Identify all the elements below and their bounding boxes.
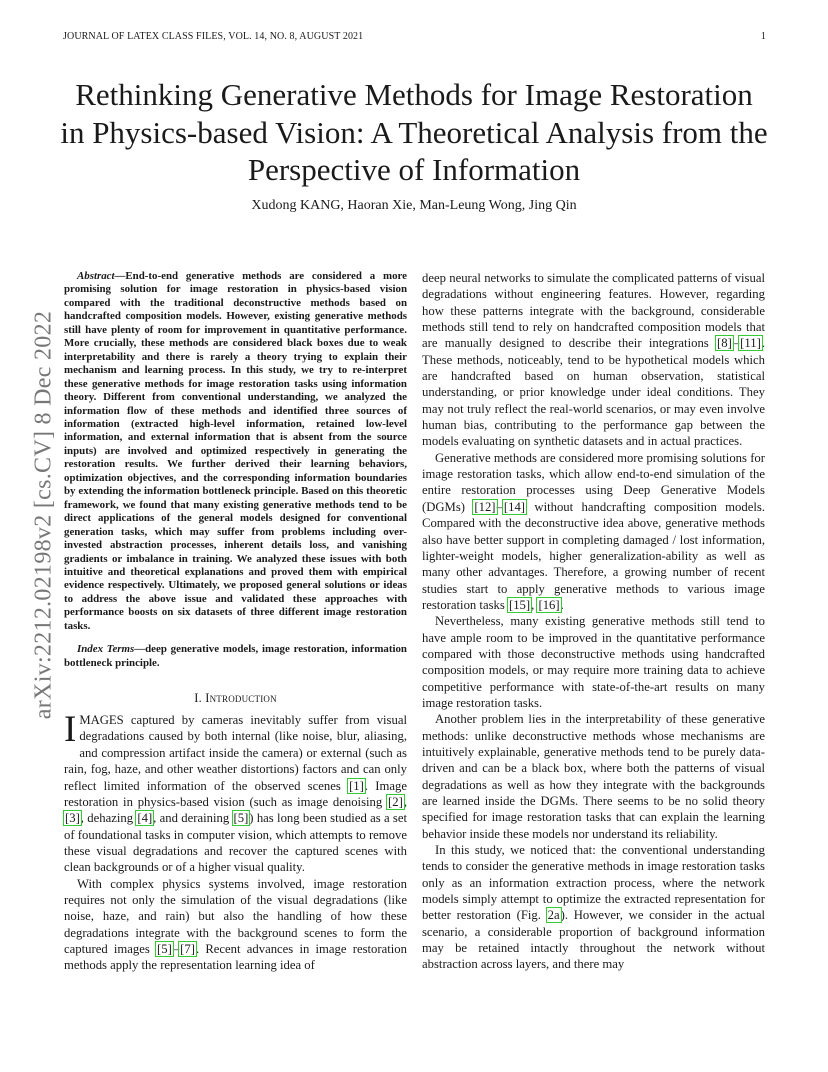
paper-title: Rethinking Generative Methods for Image Restoration in Physics-based Vision: A Theoretical Analysis from the Perspective of Information	[60, 77, 768, 187]
citation-link[interactable]: [12]	[474, 499, 496, 514]
intro-paragraph-1: IMAGES captured by cameras inevitably suffer from visual degradations caused by both internal (like noise, blur, aliasing, and compression artifact inside the camera) or external (such as rain, fog, haze, and other weather distortions) factors and can only reflect limited information of the observed scenes [1]. Image restoration in physics-based vision (such as image denoising [2], [3], dehazing [4], and deraining [5]) has long been studied as a set of foundational tasks in computer vision, which attempts to remove these visual degradations and recover the captured scenes with clean backgrounds or of a higher visual quality.	[64, 709, 408, 875]
arxiv-sidebar	[24, 270, 64, 760]
index-terms-label: Index Terms	[77, 643, 135, 656]
citation-link[interactable]: [16]	[538, 597, 560, 612]
arxiv-identifier: arXiv:2212.02198v2 [cs.CV] 8 Dec 2022	[30, 310, 57, 720]
citation-link[interactable]: [2]	[388, 794, 403, 809]
figure-link[interactable]: 2a	[547, 908, 560, 923]
right-column	[422, 270, 765, 973]
citation-link[interactable]: [4]	[137, 811, 153, 826]
left-column	[64, 270, 407, 974]
section-number: I.	[194, 691, 202, 706]
citation-link[interactable]: [11]	[740, 336, 761, 351]
citation-link[interactable]: [15]	[508, 597, 531, 612]
intro-paragraph-5: Nevertheless, many existing generative methods still tend to have ample room to be improved in the quantitative performance compared with those deconstructive methods using handcrafted composition models, or may require more training data to achieve competitive performance with state-of-the-art results on many image restoration tasks.	[422, 614, 765, 710]
citation-link[interactable]: [14]	[503, 499, 526, 514]
citation-link[interactable]: [1]	[349, 778, 364, 793]
intro-paragraph-7: In this study, we noticed that: the conventional understanding tends to consider the generative methods in image restoration tasks only as an information extraction process, where the network models simply attempt to optimize the extracted representation for better restoration (Fig. 2a). However, we consider in the actual scenario, a considerable proportion of background information may be retained intactly throughout the network without abstraction across layers, and there may	[422, 843, 765, 972]
abstract-label: Abstract	[77, 270, 115, 282]
citation-link[interactable]: [5]	[157, 941, 172, 956]
abstract-text: —End-to-end generative methods are considered a more promising solution for image restoration in physics-based vision compared with the traditional deconstructive methods based on handcrafted composition models. However, existing generative methods still have plenty of room for improvement in quantitative performance. More crucially, these methods are considered black boxes due to weak interpretability and there is rarely a theory trying to explain their mechanism and learning process. In this study, we try to re-interpret these generative methods for image restoration tasks using information theory. Different from conventional understanding, we analyzed the information flow of these methods and identified three sources of information (extracted high-level information, retained low-level information, and external information that is absent from the source inputs) are involved and optimized respectively in generating the restoration results. We further derived their learning behaviors, optimization objectives, and the corresponding information boundaries by extending the information bottleneck principle. Based on this theoretic framework, we found that many existing generative methods tend to be direct applications of the general models designed for conventional generation tasks, which may suffer from problems including over-invested abstraction processes, inherent details loss, and vanishing gradients or imbalance in training. We analyzed these issues with both intuitive and theoretical explanations and proved them with empirical evidence respectively. Ultimately, we proposed general solutions or ideas to address the above issue and validated these approaches with performance boosts on six datasets of three different image restoration tasks.	[64, 270, 407, 632]
citation-link[interactable]: [7]	[180, 941, 195, 956]
section-title: Introduction	[205, 691, 277, 706]
journal-header: JOURNAL OF LATEX CLASS FILES, VOL. 14, NO. 8, AUGUST 2021	[63, 31, 364, 42]
drop-cap: I	[64, 709, 77, 751]
intro-paragraph-2: With complex physics systems involved, image restoration requires not only the simulation of the visual degradations (like noise, haze, and rain) but also the handling of how these degradations integrate with the background scenes to form the captured images [5]–[7]. Recent advances in image restoration methods apply the representation learning idea of	[64, 876, 407, 973]
section-heading	[64, 691, 407, 706]
citation-link[interactable]: [8]	[717, 336, 732, 351]
citation-link[interactable]: [3]	[65, 811, 80, 826]
intro-paragraph-4: Generative methods are considered more promising solutions for image restoration tasks, which allow end-to-end simulation of the entire restoration processes using Deep Generative Models (DGMs) [12]–[14] without handcrafting composition models. Compared with the deconstructive idea above, generative methods also have better support in completing damaged / lost information, lighter-weight models, higher generalization-ability as well as many other advantages. Therefore, a growing number of recent studies start to apply generative methods to various image restoration tasks [15], [16].	[422, 450, 766, 612]
page-number: 1	[760, 31, 766, 42]
intro-paragraph-6: Another problem lies in the interpretability of these generative methods: unlike deconstructive methods whose mechanisms are intuitively explainable, generative methods tend to be purely data-driven and can be a black box, where both the patterns of visual degradations as well as how they integrate with the backgrounds are learned inside the DGMs. There seems to be no solid theory specified for image restoration tasks that can explain the learning behavior inside these models nor understand its reliability.	[422, 712, 765, 841]
author-list: Xudong KANG, Haoran Xie, Man-Leung Wong, Jing Qin	[251, 198, 577, 213]
small-caps-lead: MAGES	[79, 713, 124, 728]
citation-link[interactable]: [5]	[233, 811, 249, 826]
index-terms	[64, 643, 407, 670]
abstract	[64, 270, 407, 633]
index-terms-text: —deep generative models, image restoration, information bottleneck principle.	[64, 643, 407, 669]
intro-paragraph-3: deep neural networks to simulate the complicated patterns of visual degradations without engineering features. However, regarding how these patterns integrate with the background, considerable methods still tend to rely on handcrafted composition models that are manually designed to describe their integrations [8]–[11]. These methods, noticeably, tend to be hypothetical models which are handcrafted based on human observation, statistical understanding, or prior knowledge under ideal conditions. They may not truly reflect the real-world scenarios, or may even involve human bias, contributing to the performance gap between the models evaluating on synthetic datasets and in actual practices.	[422, 271, 765, 449]
